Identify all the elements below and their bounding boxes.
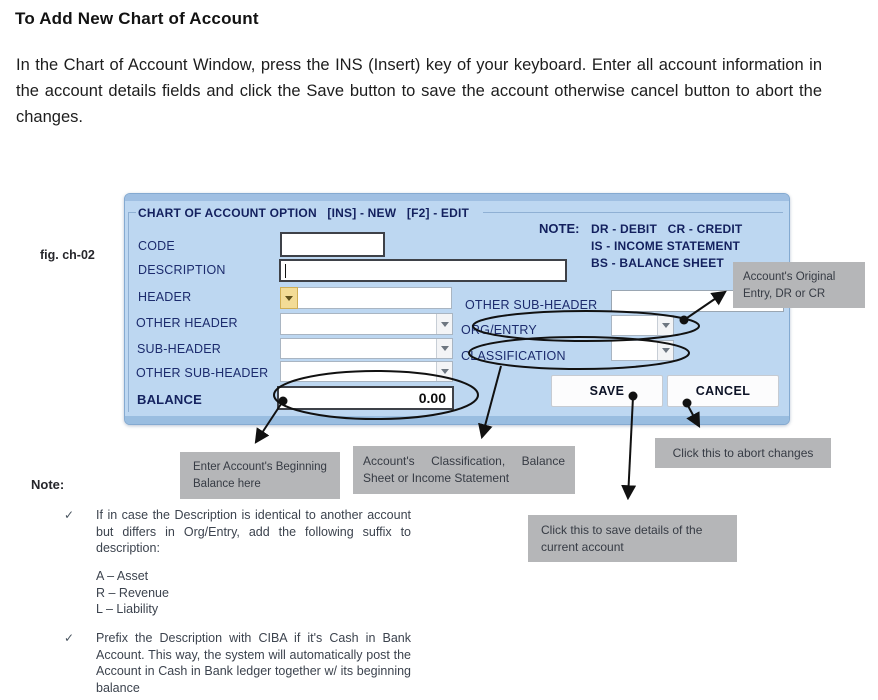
code-label: CODE [138, 239, 175, 253]
figure-label: fig. ch-02 [40, 248, 95, 262]
cancel-button[interactable]: CANCEL [667, 375, 779, 407]
list-item: A – Asset [96, 569, 149, 583]
balance-input[interactable]: 0.00 [277, 386, 454, 410]
note-line: IS - INCOME STATEMENT [591, 239, 741, 253]
header-dropdown[interactable] [280, 287, 452, 309]
description-label: DESCRIPTION [138, 263, 226, 277]
code-input[interactable] [280, 232, 385, 257]
description-input[interactable] [279, 259, 567, 282]
dialog-title: CHART OF ACCOUNT OPTION [INS] - NEW [F2] - EDIT [138, 206, 470, 220]
groupbox-rule [128, 212, 136, 213]
callout-original-entry: Account's Original Entry, DR or CR [733, 262, 865, 308]
groupbox-rule [128, 212, 129, 412]
other-header-dropdown[interactable] [280, 313, 453, 335]
dropdown-arrow-icon[interactable] [280, 287, 298, 309]
callout-abort-changes: Click this to abort changes [655, 438, 831, 468]
header-label: HEADER [138, 290, 192, 304]
check-icon: ✓ [64, 508, 75, 522]
sub-header-label: SUB-HEADER [137, 342, 221, 356]
org-entry-dropdown[interactable] [611, 315, 674, 336]
sub-header-dropdown[interactable] [280, 338, 453, 359]
dropdown-arrow-icon[interactable] [436, 362, 452, 381]
intro-paragraph: In the Chart of Account Window, press the INS (Insert) key of your keyboard. Enter all account information in the account details fields and click the Save button to save the account otherwise cancel button to abort the changes. [16, 56, 822, 126]
note-heading: Note: [31, 477, 65, 492]
note-bullet: If in case the Description is identical to another account but differs in Org/Entry, add the following suffix to description: [96, 508, 411, 555]
note-line: BS - BALANCE SHEET [591, 256, 724, 270]
groupbox-rule [483, 212, 783, 213]
balance-label: BALANCE [137, 392, 202, 407]
org-entry-label: ORG/ENTRY [461, 323, 537, 337]
text-cursor [285, 264, 286, 278]
other-header-label: OTHER HEADER [136, 316, 238, 330]
callout-save-details: Click this to save details of the current account [528, 515, 737, 562]
dropdown-arrow-icon[interactable] [436, 314, 452, 334]
dropdown-arrow-icon[interactable] [436, 339, 452, 358]
list-item: L – Liability [96, 602, 159, 616]
dialog-bottom-strip [125, 416, 789, 424]
save-button[interactable]: SAVE [551, 375, 663, 407]
page-title: To Add New Chart of Account [15, 9, 259, 28]
suffix-list [96, 568, 169, 618]
callout-classification: Account's Classification, Balance Sheet or Income Statement [353, 446, 575, 494]
callout-beginning-balance: Enter Account's Beginning Balance here [180, 452, 340, 499]
note-line: DR - DEBIT CR - CREDIT [591, 222, 743, 236]
other-sub-header-dropdown[interactable] [280, 361, 453, 382]
other-sub-header-right-label: OTHER SUB-HEADER [465, 298, 598, 312]
list-item: R – Revenue [96, 585, 169, 600]
classification-label: CLASSIFICATION [461, 349, 566, 363]
chart-of-account-dialog [124, 193, 790, 425]
dropdown-arrow-icon[interactable] [657, 341, 673, 360]
note-bullet: Prefix the Description with CIBA if it's Cash in Bank Account. This way, the system will automatically post the Account in Cash in Bank ledger together w/ its beginning balance [96, 631, 411, 695]
dropdown-arrow-icon[interactable] [657, 316, 673, 335]
dialog-note-label: NOTE: [539, 221, 580, 236]
dialog-top-strip [125, 194, 789, 201]
other-sub-header-label: OTHER SUB-HEADER [136, 366, 269, 380]
classification-dropdown[interactable] [611, 340, 674, 361]
check-icon: ✓ [64, 631, 75, 645]
